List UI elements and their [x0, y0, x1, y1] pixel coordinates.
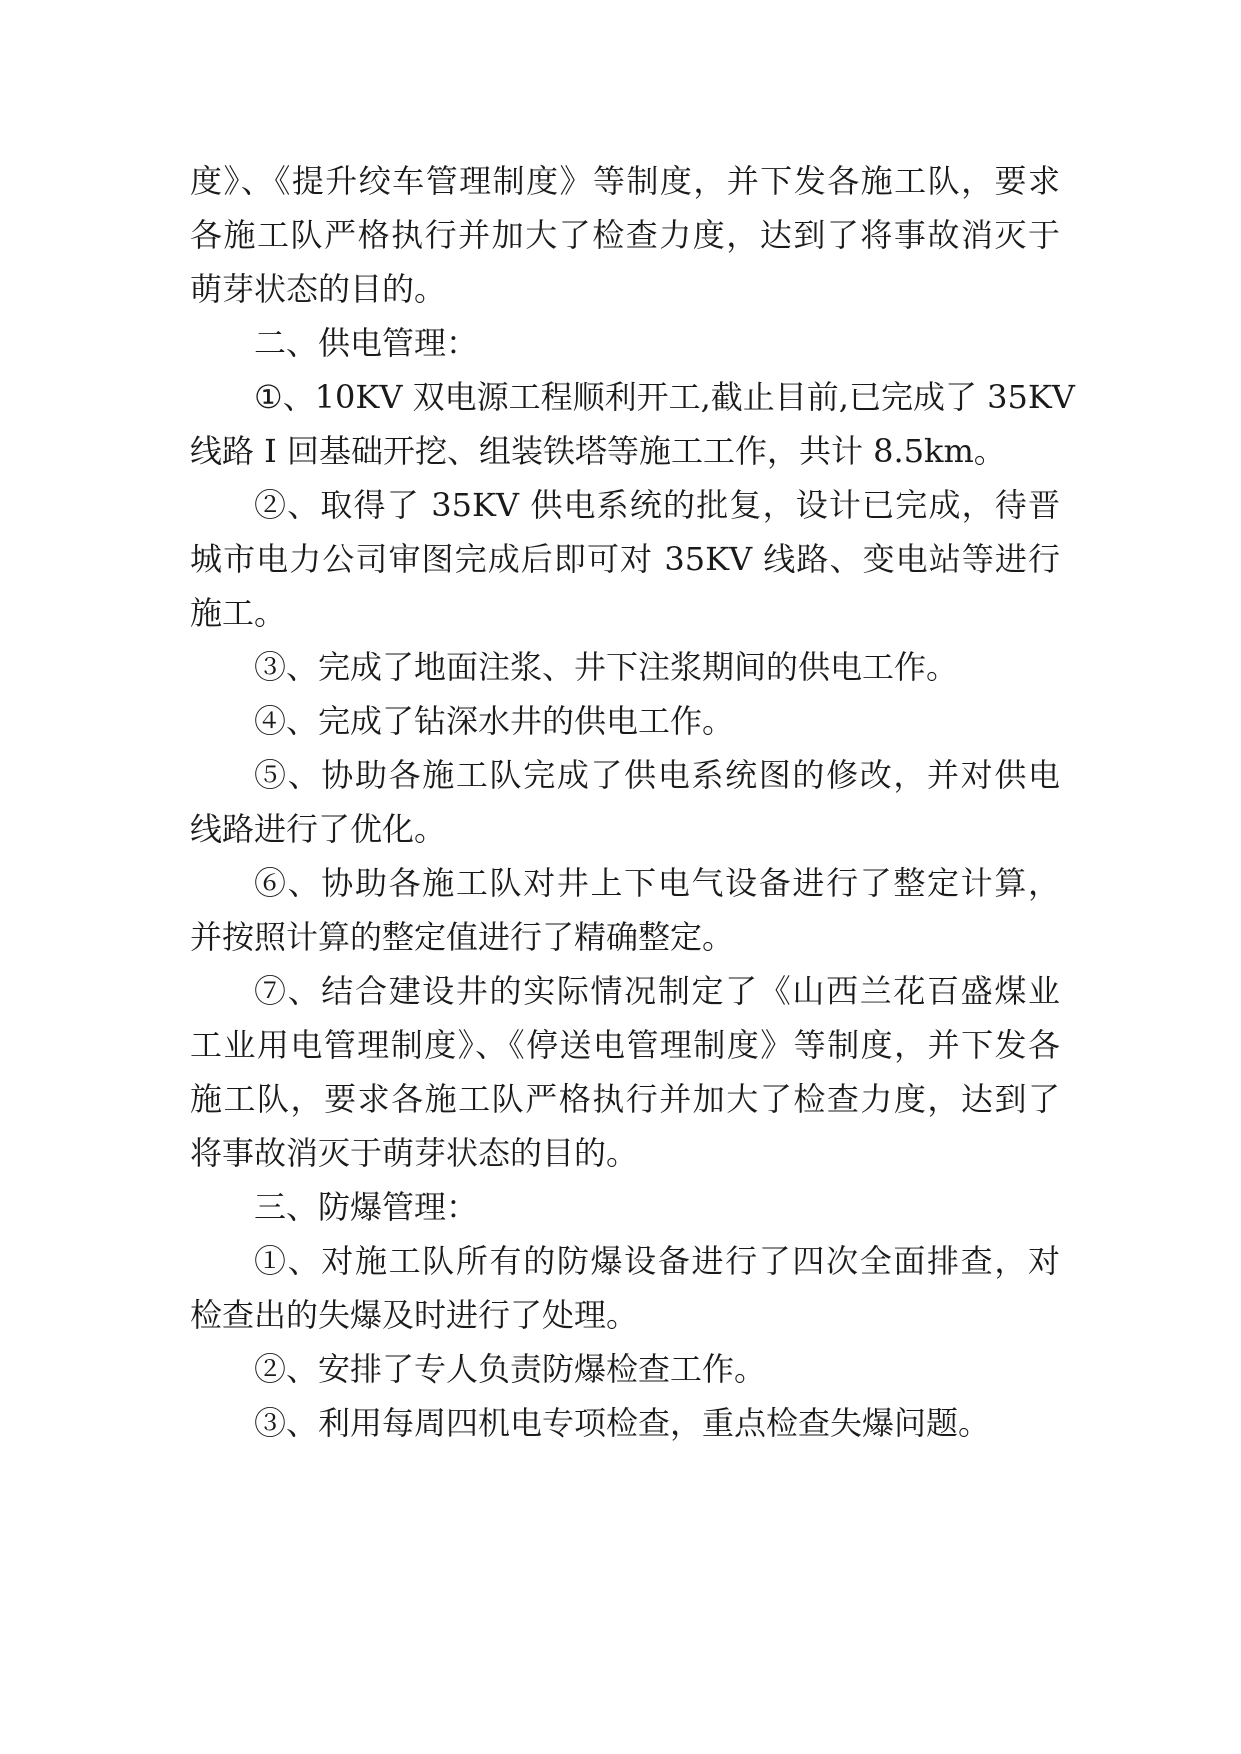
text-line: ⑤、协助各施工队完成了供电系统图的修改，并对供电: [254, 756, 1060, 794]
document-body: [190, 154, 1075, 1450]
text-line: 检查出的失爆及时进行了处理。: [190, 1296, 639, 1334]
text-line: 二、供电管理：: [254, 324, 479, 362]
text-line: 萌芽状态的目的。: [190, 270, 447, 308]
text-line: 施工队，要求各施工队严格执行并加大了检查力度，达到了: [190, 1080, 1060, 1118]
text-line: ⑥、协助各施工队对井上下电气设备进行了整定计算，: [254, 864, 1060, 902]
text-line: 三、防爆管理：: [254, 1188, 479, 1226]
text-line: 将事故消灭于萌芽状态的目的。: [190, 1134, 639, 1172]
text-line: ③、完成了地面注浆、井下注浆期间的供电工作。: [254, 648, 959, 686]
text-line: 城市电力公司审图完成后即可对 35KV 线路、变电站等进行: [190, 540, 1060, 578]
text-line: 施工。: [190, 594, 287, 632]
text-line: ①、对施工队所有的防爆设备进行了四次全面排查，对: [254, 1242, 1060, 1280]
text-line: ②、安排了专人负责防爆检查工作。: [254, 1350, 767, 1388]
text-line: 线路进行了优化。: [190, 810, 447, 848]
text-line: ①、10KV 双电源工程顺利开工,截止目前,已完成了 35KV: [254, 378, 1075, 416]
text-line: 工业用电管理制度》、《停送电管理制度》等制度，并下发各: [190, 1026, 1060, 1064]
text-line: 线路 I 回基础开挖、组装铁塔等施工工作，共计 8.5km。: [190, 432, 1006, 470]
text-line: ④、完成了钻深水井的供电工作。: [254, 702, 735, 740]
text-line: 度》、《提升绞车管理制度》等制度，并下发各施工队，要求: [190, 162, 1060, 200]
text-line: 各施工队严格执行并加大了检查力度，达到了将事故消灭于: [190, 216, 1060, 254]
text-line: ⑦、结合建设井的实际情况制定了《山西兰花百盛煤业: [254, 972, 1060, 1010]
text-line: ②、取得了 35KV 供电系统的批复，设计已完成，待晋: [254, 486, 1060, 524]
text-line: ③、利用每周四机电专项检查，重点检查失爆问题。: [254, 1404, 991, 1442]
text-line: 并按照计算的整定值进行了精确整定。: [190, 918, 735, 956]
